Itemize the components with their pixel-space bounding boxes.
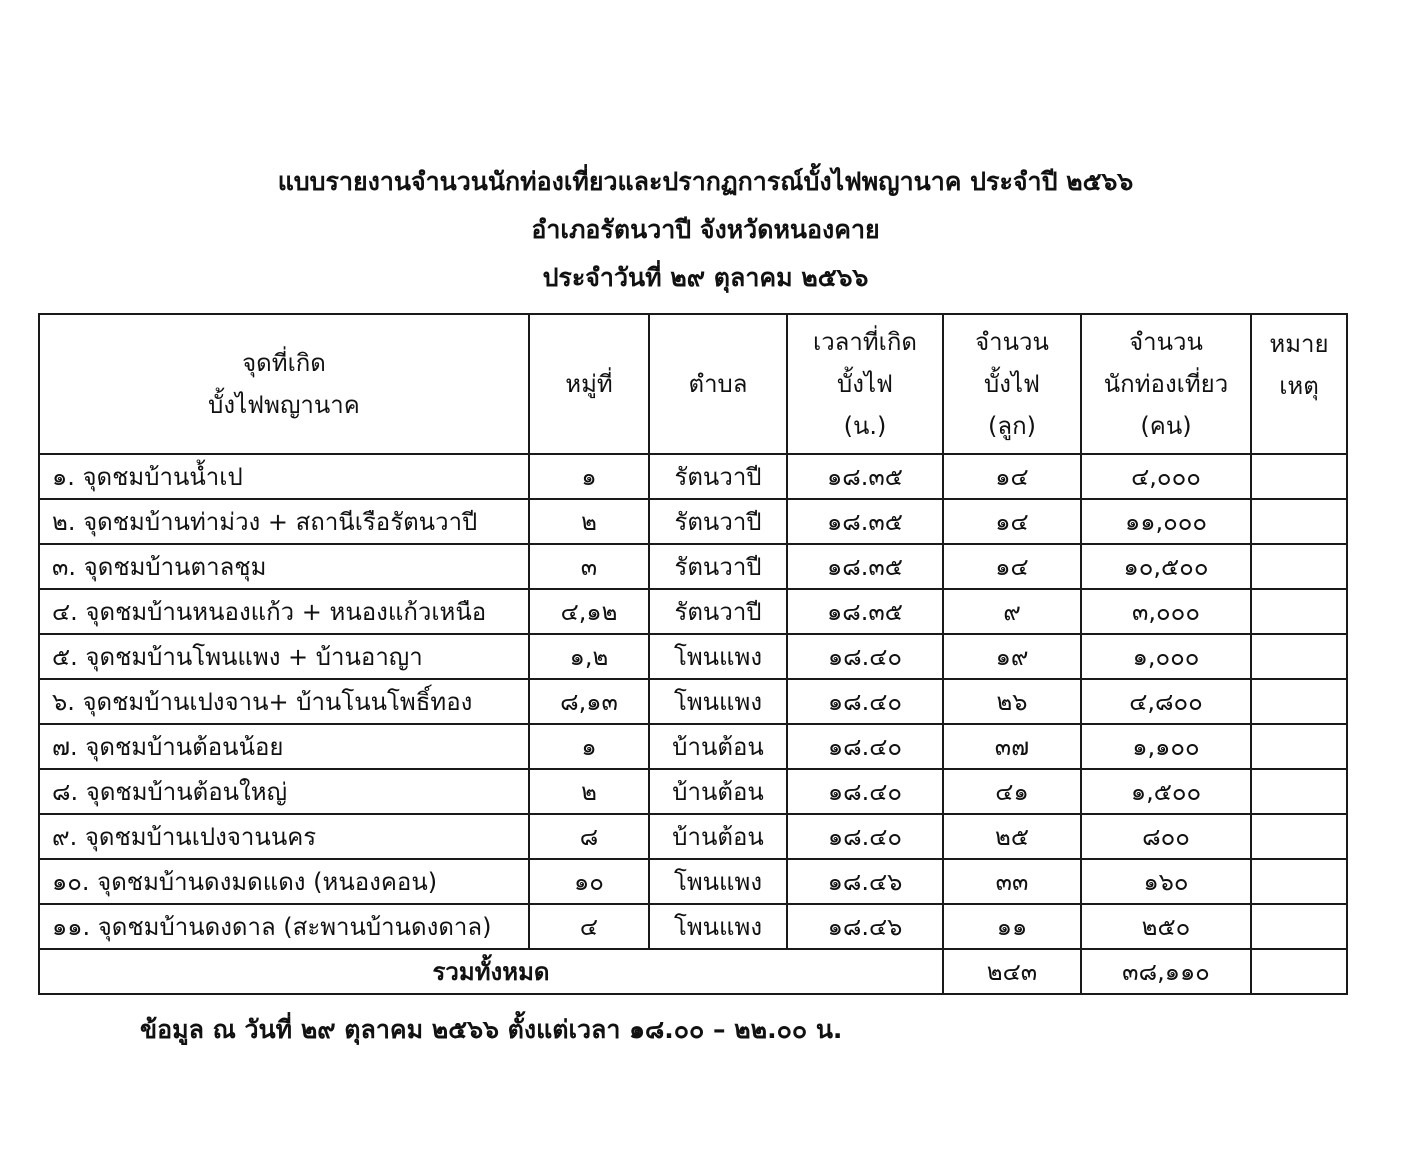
cell-place: ๒. จุดชมบ้านท่าม่วง + สถานีเรือรัตนวาปี bbox=[39, 499, 529, 544]
table-row bbox=[39, 904, 1347, 949]
cell-subdistrict: รัตนวาปี bbox=[649, 454, 787, 499]
cell-time: ๑๘.๔๐ bbox=[787, 724, 943, 769]
cell-fireballs: ๑๔ bbox=[943, 454, 1081, 499]
cell-remark bbox=[1251, 904, 1347, 949]
cell-village: ๘ bbox=[529, 814, 649, 859]
cell-tourists: ๑๑,๐๐๐ bbox=[1081, 499, 1251, 544]
cell-subdistrict: รัตนวาปี bbox=[649, 544, 787, 589]
cell-time: ๑๘.๔๐ bbox=[787, 769, 943, 814]
cell-place: ๔. จุดชมบ้านหนองแก้ว + หนองแก้วเหนือ bbox=[39, 589, 529, 634]
cell-tourists: ๔,๐๐๐ bbox=[1081, 454, 1251, 499]
cell-place: ๓. จุดชมบ้านตาลชุม bbox=[39, 544, 529, 589]
table-row bbox=[39, 814, 1347, 859]
cell-time: ๑๘.๓๕ bbox=[787, 544, 943, 589]
header-place: จุดที่เกิด บั้งไฟพญานาค bbox=[39, 314, 529, 454]
cell-remark bbox=[1251, 814, 1347, 859]
cell-fireballs: ๔๑ bbox=[943, 769, 1081, 814]
cell-subdistrict: รัตนวาปี bbox=[649, 499, 787, 544]
cell-place: ๕. จุดชมบ้านโพนแพง + บ้านอาญา bbox=[39, 634, 529, 679]
table-row bbox=[39, 544, 1347, 589]
cell-tourists: ๒๕๐ bbox=[1081, 904, 1251, 949]
cell-village: ๑,๒ bbox=[529, 634, 649, 679]
table-row bbox=[39, 454, 1347, 499]
cell-place: ๑๐. จุดชมบ้านดงมดแดง (หนองคอน) bbox=[39, 859, 529, 904]
cell-tourists: ๑,๕๐๐ bbox=[1081, 769, 1251, 814]
cell-remark bbox=[1251, 769, 1347, 814]
cell-tourists: ๔,๘๐๐ bbox=[1081, 679, 1251, 724]
cell-tourists: ๑๐,๕๐๐ bbox=[1081, 544, 1251, 589]
header-fireballs: จำนวน บั้งไฟ (ลูก) bbox=[943, 314, 1081, 454]
cell-place: ๙. จุดชมบ้านเปงจานนคร bbox=[39, 814, 529, 859]
cell-time: ๑๘.๔๐ bbox=[787, 814, 943, 859]
header-village: หมู่ที่ bbox=[529, 314, 649, 454]
cell-tourists: ๑๖๐ bbox=[1081, 859, 1251, 904]
cell-village: ๑ bbox=[529, 724, 649, 769]
cell-time: ๑๘.๔๖ bbox=[787, 904, 943, 949]
cell-remark bbox=[1251, 679, 1347, 724]
cell-remark bbox=[1251, 859, 1347, 904]
header-subdistrict: ตำบล bbox=[649, 314, 787, 454]
cell-time: ๑๘.๓๕ bbox=[787, 589, 943, 634]
cell-tourists: ๑,๑๐๐ bbox=[1081, 724, 1251, 769]
cell-fireballs: ๑๔ bbox=[943, 499, 1081, 544]
cell-fireballs: ๑๙ bbox=[943, 634, 1081, 679]
cell-village: ๑ bbox=[529, 454, 649, 499]
cell-subdistrict: โพนแพง bbox=[649, 904, 787, 949]
cell-fireballs: ๙ bbox=[943, 589, 1081, 634]
report-title: แบบรายงานจำนวนนักท่องเที่ยวและปรากฏการณ์บั้งไฟพญานาค ประจำปี ๒๕๖๖ bbox=[277, 167, 1134, 196]
cell-time: ๑๘.๔๐ bbox=[787, 679, 943, 724]
table-row bbox=[39, 724, 1347, 769]
report-district: อำเภอรัตนวาปี จังหวัดหนองคาย bbox=[531, 215, 880, 244]
cell-place: ๖. จุดชมบ้านเปงจาน+ บ้านโนนโพธิ์ทอง bbox=[39, 679, 529, 724]
header-time: เวลาที่เกิด บั้งไฟ (น.) bbox=[787, 314, 943, 454]
total-tourists: ๓๘,๑๑๐ bbox=[1081, 949, 1251, 994]
cell-subdistrict: โพนแพง bbox=[649, 679, 787, 724]
cell-remark bbox=[1251, 589, 1347, 634]
cell-place: ๑๑. จุดชมบ้านดงดาล (สะพานบ้านดงดาล) bbox=[39, 904, 529, 949]
cell-tourists: ๑,๐๐๐ bbox=[1081, 634, 1251, 679]
header-row bbox=[39, 314, 1347, 454]
cell-time: ๑๘.๔๐ bbox=[787, 634, 943, 679]
report-date: ประจำวันที่ ๒๙ ตุลาคม ๒๕๖๖ bbox=[542, 263, 869, 292]
cell-remark bbox=[1251, 544, 1347, 589]
cell-village: ๘,๑๓ bbox=[529, 679, 649, 724]
report-title-block bbox=[0, 158, 1411, 302]
cell-fireballs: ๑๔ bbox=[943, 544, 1081, 589]
table-row bbox=[39, 589, 1347, 634]
cell-subdistrict: บ้านต้อน bbox=[649, 769, 787, 814]
table-row bbox=[39, 499, 1347, 544]
cell-place: ๘. จุดชมบ้านต้อนใหญ่ bbox=[39, 769, 529, 814]
cell-village: ๔,๑๒ bbox=[529, 589, 649, 634]
cell-time: ๑๘.๓๕ bbox=[787, 454, 943, 499]
cell-remark bbox=[1251, 634, 1347, 679]
total-fireballs: ๒๔๓ bbox=[943, 949, 1081, 994]
header-tourists: จำนวน นักท่องเที่ยว (คน) bbox=[1081, 314, 1251, 454]
cell-subdistrict: บ้านต้อน bbox=[649, 724, 787, 769]
cell-subdistrict: บ้านต้อน bbox=[649, 814, 787, 859]
cell-remark bbox=[1251, 724, 1347, 769]
table-row bbox=[39, 859, 1347, 904]
header-remark: หมาย เหตุ bbox=[1251, 314, 1347, 454]
cell-fireballs: ๒๖ bbox=[943, 679, 1081, 724]
table-row bbox=[39, 679, 1347, 724]
total-label: รวมทั้งหมด bbox=[39, 949, 943, 994]
cell-village: ๔ bbox=[529, 904, 649, 949]
table-row bbox=[39, 769, 1347, 814]
cell-fireballs: ๓๗ bbox=[943, 724, 1081, 769]
cell-tourists: ๓,๐๐๐ bbox=[1081, 589, 1251, 634]
cell-remark bbox=[1251, 499, 1347, 544]
total-remark bbox=[1251, 949, 1347, 994]
cell-subdistrict: โพนแพง bbox=[649, 634, 787, 679]
cell-fireballs: ๒๕ bbox=[943, 814, 1081, 859]
cell-subdistrict: รัตนวาปี bbox=[649, 589, 787, 634]
cell-tourists: ๘๐๐ bbox=[1081, 814, 1251, 859]
cell-time: ๑๘.๓๕ bbox=[787, 499, 943, 544]
cell-village: ๒ bbox=[529, 769, 649, 814]
report-table bbox=[38, 313, 1348, 995]
cell-remark bbox=[1251, 454, 1347, 499]
cell-village: ๓ bbox=[529, 544, 649, 589]
cell-fireballs: ๓๓ bbox=[943, 859, 1081, 904]
cell-time: ๑๘.๔๖ bbox=[787, 859, 943, 904]
cell-place: ๗. จุดชมบ้านต้อนน้อย bbox=[39, 724, 529, 769]
table-row bbox=[39, 634, 1347, 679]
cell-fireballs: ๑๑ bbox=[943, 904, 1081, 949]
cell-subdistrict: โพนแพง bbox=[649, 859, 787, 904]
cell-place: ๑. จุดชมบ้านน้ำเป bbox=[39, 454, 529, 499]
cell-village: ๑๐ bbox=[529, 859, 649, 904]
cell-village: ๒ bbox=[529, 499, 649, 544]
data-as-of-note: ข้อมูล ณ วันที่ ๒๙ ตุลาคม ๒๕๖๖ ตั้งแต่เวลา ๑๘.๐๐ – ๒๒.๐๐ น. bbox=[140, 1015, 843, 1044]
total-row bbox=[39, 949, 1347, 994]
